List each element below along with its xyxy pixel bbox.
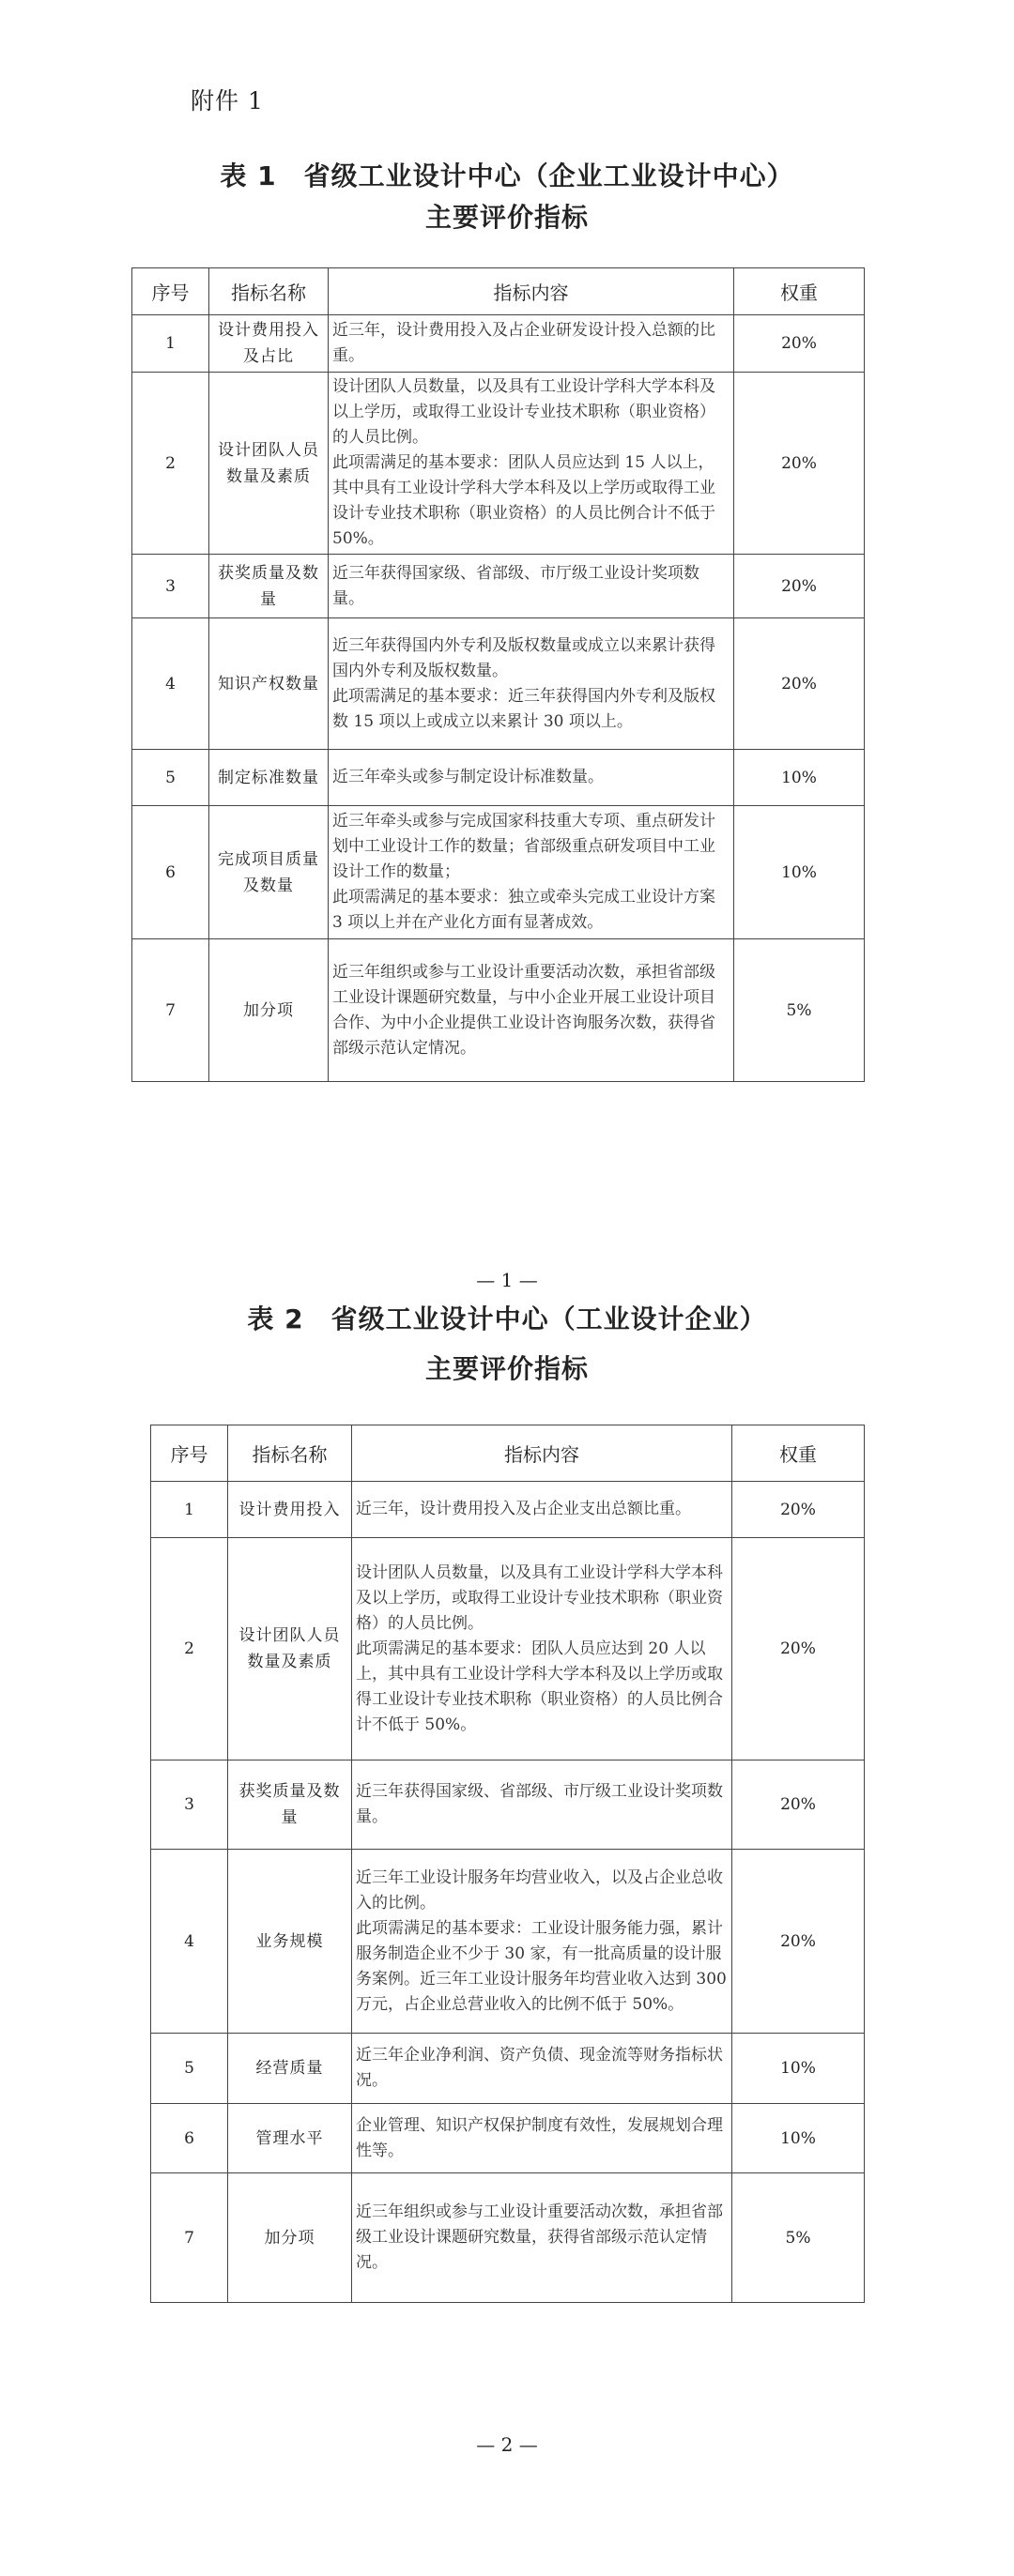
- indicator-weight: 10%: [734, 750, 865, 806]
- table2-title: 表 2 省级工业设计中心（工业设计企业）: [247, 1303, 767, 1334]
- indicator-weight: 20%: [732, 1538, 865, 1761]
- table-row: [151, 1538, 865, 1761]
- table-row: [132, 555, 865, 618]
- attachment-label: 附件 1: [191, 87, 264, 114]
- indicator-name: 知识产权数量: [209, 618, 329, 750]
- table-row: [151, 2173, 865, 2303]
- row-number: 4: [151, 1850, 228, 2034]
- indicator-content: 近三年牵头或参与制定设计标准数量。: [329, 750, 734, 806]
- header-weight: 权重: [732, 1425, 865, 1482]
- indicator-name: 加分项: [209, 939, 329, 1082]
- row-number: 2: [151, 1538, 228, 1761]
- indicator-weight: 20%: [734, 555, 865, 618]
- indicator-name: 设计团队人员数量及素质: [209, 373, 329, 555]
- indicator-content: 近三年获得国内外专利及版权数量或成立以来累计获得国内外专利及版权数量。 此项需满足的基本要求：近三年获得国内外专利及版权数 15 项以上或成立以来累计 30 项以上。: [329, 618, 734, 750]
- header-content: 指标内容: [329, 268, 734, 315]
- indicator-name: 设计团队人员数量及素质: [228, 1538, 352, 1761]
- indicator-content: 近三年工业设计服务年均营业收入，以及占企业总收入的比例。 此项需满足的基本要求：工业设计服务能力强，累计服务制造企业不少于 30 家，有一批高质量的设计服务案例。近三年工业设计服务年均营业收入达到 300 万元，占企业总营业收入的比例不低于 50%。: [352, 1850, 732, 2034]
- indicator-weight: 10%: [734, 806, 865, 939]
- indicator-content: 近三年组织或参与工业设计重要活动次数，承担省部级工业设计课题研究数量，与中小企业开展工业设计项目合作、为中小企业提供工业设计咨询服务次数，获得省部级示范认定情况。: [329, 939, 734, 1082]
- indicator-name: 管理水平: [228, 2104, 352, 2173]
- row-number: 7: [151, 2173, 228, 2303]
- indicator-content: 近三年企业净利润、资产负债、现金流等财务指标状况。: [352, 2034, 732, 2104]
- table1-subtitle: 主要评价指标: [424, 202, 589, 233]
- indicator-weight: 10%: [732, 2034, 865, 2104]
- indicator-weight: 20%: [732, 1482, 865, 1538]
- row-number: 6: [132, 806, 209, 939]
- table-row: [151, 2034, 865, 2104]
- table-row: [132, 618, 865, 750]
- table-row: [151, 1850, 865, 2034]
- table-row: [132, 806, 865, 939]
- indicator-name: 制定标准数量: [209, 750, 329, 806]
- indicator-weight: 5%: [732, 2173, 865, 2303]
- header-content: 指标内容: [352, 1425, 732, 1482]
- row-number: 5: [151, 2034, 228, 2104]
- table-row: [132, 315, 865, 373]
- row-number: 6: [151, 2104, 228, 2173]
- table-row: [132, 750, 865, 806]
- table-row: [132, 939, 865, 1082]
- indicator-name: 经营质量: [228, 2034, 352, 2104]
- indicator-content: 设计团队人员数量，以及具有工业设计学科大学本科及以上学历，或取得工业设计专业技术职称（职业资格）的人员比例。 此项需满足的基本要求：团队人员应达到 15 人以上，其中具有工业设计学科大学本科及以上学历或取得工业设计专业技术职称（职业资格）的人员比例合计不低于 50%。: [329, 373, 734, 555]
- header-name: 指标名称: [228, 1425, 352, 1482]
- table1-title: 表 1 省级工业设计中心（企业工业设计中心）: [220, 160, 794, 191]
- indicator-name: 获奖质量及数量: [209, 555, 329, 618]
- indicator-weight: 20%: [734, 618, 865, 750]
- indicator-weight: 10%: [732, 2104, 865, 2173]
- table2-subtitle: 主要评价指标: [424, 1353, 589, 1384]
- indicator-name: 加分项: [228, 2173, 352, 2303]
- indicator-weight: 20%: [734, 373, 865, 555]
- table-row: [151, 1482, 865, 1538]
- header-name: 指标名称: [209, 268, 329, 315]
- indicator-name: 业务规模: [228, 1850, 352, 2034]
- indicator-weight: 20%: [734, 315, 865, 373]
- table2: [150, 1425, 865, 2303]
- indicator-content: 近三年组织或参与工业设计重要活动次数，承担省部级工业设计课题研究数量，获得省部级示范认定情况。: [352, 2173, 732, 2303]
- indicator-weight: 5%: [734, 939, 865, 1082]
- indicator-name: 完成项目质量及数量: [209, 806, 329, 939]
- indicator-weight: 20%: [732, 1850, 865, 2034]
- row-number: 3: [151, 1761, 228, 1850]
- indicator-weight: 20%: [732, 1761, 865, 1850]
- row-number: 1: [151, 1482, 228, 1538]
- table-row: [151, 2104, 865, 2173]
- row-number: 1: [132, 315, 209, 373]
- indicator-name: 设计费用投入及占比: [209, 315, 329, 373]
- row-number: 3: [132, 555, 209, 618]
- indicator-content: 设计团队人员数量，以及具有工业设计学科大学本科及以上学历，或取得工业设计专业技术职称（职业资格）的人员比例。 此项需满足的基本要求：团队人员应达到 20 人以上，其中具有工业设计学科大学本科及以上学历或取得工业设计专业技术职称（职业资格）的人员比例合计不低于 50%。: [352, 1538, 732, 1761]
- table1: [131, 267, 865, 1082]
- header-no: 序号: [151, 1425, 228, 1482]
- table-row: [132, 373, 865, 555]
- indicator-content: 近三年获得国家级、省部级、市厅级工业设计奖项数量。: [329, 555, 734, 618]
- header-no: 序号: [132, 268, 209, 315]
- page-number-1: — 1 —: [476, 1269, 538, 1291]
- indicator-content: 近三年获得国家级、省部级、市厅级工业设计奖项数量。: [352, 1761, 732, 1850]
- indicator-content: 近三年，设计费用投入及占企业研发设计投入总额的比重。: [329, 315, 734, 373]
- indicator-content: 企业管理、知识产权保护制度有效性，发展规划合理性等。: [352, 2104, 732, 2173]
- table-row: [151, 1761, 865, 1850]
- header-weight: 权重: [734, 268, 865, 315]
- indicator-content: 近三年牵头或参与完成国家科技重大专项、重点研发计划中工业设计工作的数量；省部级重点研发项目中工业设计工作的数量； 此项需满足的基本要求：独立或牵头完成工业设计方案 3 项以上并在产业化方面有显著成效。: [329, 806, 734, 939]
- indicator-content: 近三年，设计费用投入及占企业支出总额比重。: [352, 1482, 732, 1538]
- indicator-name: 获奖质量及数量: [228, 1761, 352, 1850]
- row-number: 2: [132, 373, 209, 555]
- indicator-name: 设计费用投入: [228, 1482, 352, 1538]
- row-number: 5: [132, 750, 209, 806]
- row-number: 7: [132, 939, 209, 1082]
- row-number: 4: [132, 618, 209, 750]
- page-number-2: — 2 —: [476, 2433, 538, 2456]
